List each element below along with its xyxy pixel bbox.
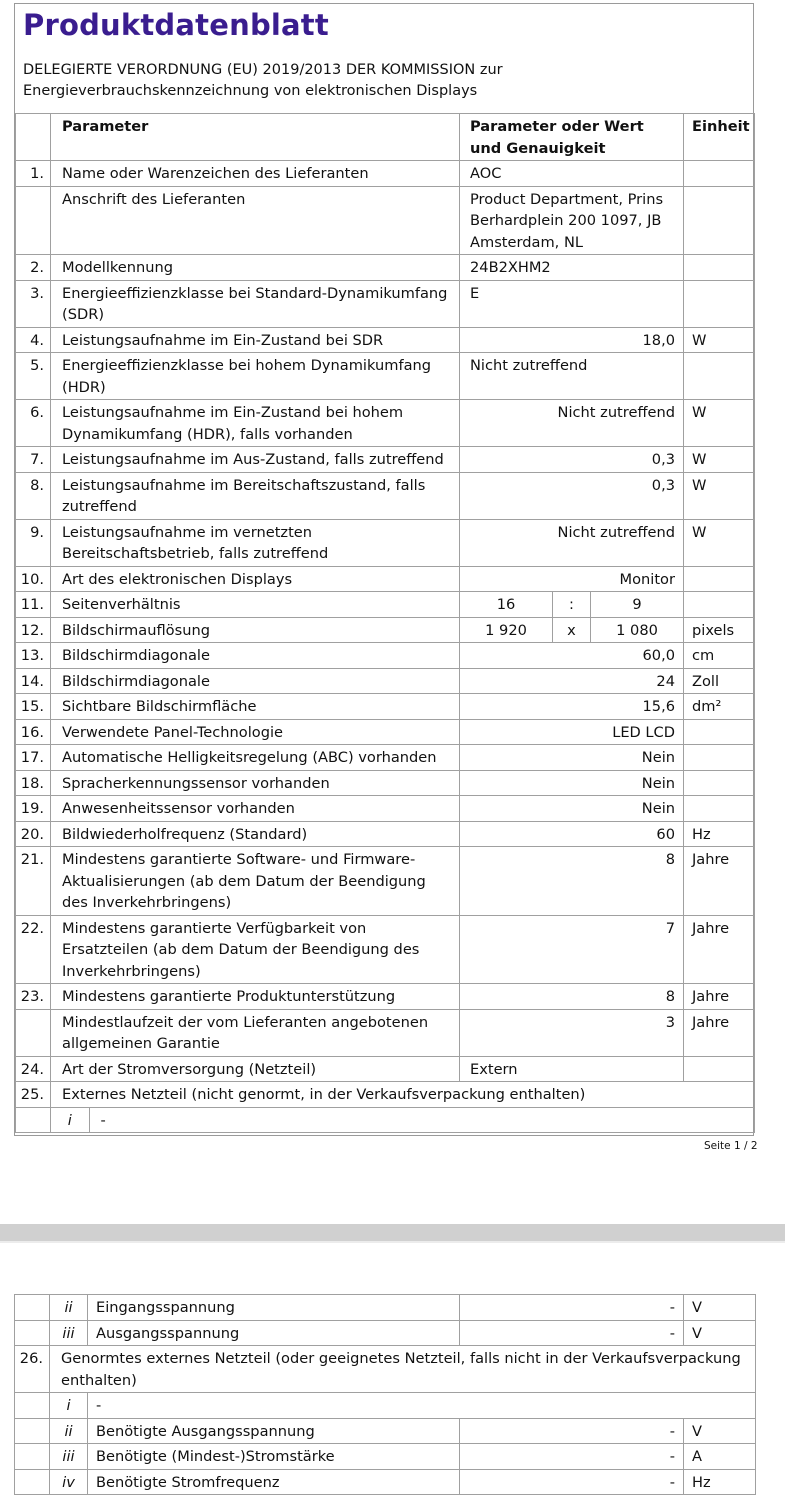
table-row: 26. Genormtes externes Netzteil (oder geeignetes Netzteil, falls nicht in der Verkaufsverpackung enthalten): [15, 1346, 756, 1393]
table-row: 24. Art der Stromversorgung (Netzteil) Extern: [16, 1056, 755, 1082]
table-row: iv Benötigte Stromfrequenz - Hz: [15, 1469, 756, 1495]
table-row: 12. Bildschirmauflösung 1 920 x 1 080 pixels: [16, 617, 755, 643]
header-parameter: Parameter: [51, 114, 460, 161]
table-row: 5. Energieeffizienzklasse bei hohem Dynamikumfang (HDR) Nicht zutreffend: [16, 353, 755, 400]
page-1: [14, 3, 754, 1136]
table-row: 25. Externes Netzteil (nicht genormt, in der Verkaufsverpackung enthalten): [16, 1082, 755, 1108]
table-row: 16. Verwendete Panel-Technologie LED LCD: [16, 719, 755, 745]
table-row: 19. Anwesenheitssensor vorhanden Nein: [16, 796, 755, 822]
table-row: 4. Leistungsaufnahme im Ein-Zustand bei SDR 18,0 W: [16, 327, 755, 353]
table-row: 15. Sichtbare Bildschirmfläche 15,6 dm²: [16, 694, 755, 720]
table-row: 22. Mindestens garantierte Verfügbarkeit von Ersatzteilen (ab dem Datum der Beendigung des Inverkehrbringens) 7 Jahre: [16, 915, 755, 984]
table-row: Anschrift des Lieferanten Product Department, Prins Berhardplein 200 1097, JB Amsterdam, NL: [16, 186, 755, 255]
product-data-table-page-2: [14, 1294, 756, 1495]
table-row: 13. Bildschirmdiagonale 60,0 cm: [16, 643, 755, 669]
table-row: 1. Name oder Warenzeichen des Lieferanten AOC: [16, 161, 755, 187]
regulation-subtitle: DELEGIERTE VERORDNUNG (EU) 2019/2013 DER KOMMISSION zur Energieverbrauchskennzeichnung von elektronischen Displays: [23, 62, 503, 99]
table-row: 17. Automatische Helligkeitsregelung (ABC) vorhanden Nein: [16, 745, 755, 771]
header-unit: Einheit: [684, 114, 755, 161]
page-separator-shadow: [0, 1241, 785, 1243]
table-row: 10. Art des elektronischen Displays Monitor: [16, 566, 755, 592]
header-row: [16, 114, 755, 161]
table-row: 9. Leistungsaufnahme im vernetzten Bereitschaftsbetrieb, falls zutreffend Nicht zutreffend W: [16, 519, 755, 566]
table-row: 11. Seitenverhältnis 16 : 9: [16, 592, 755, 618]
table-row: 3. Energieeffizienzklasse bei Standard-Dynamikumfang (SDR) E: [16, 280, 755, 327]
table-row: ii Benötigte Ausgangsspannung - V: [15, 1418, 756, 1444]
page-separator: [0, 1224, 785, 1241]
table-row: i -: [16, 1107, 755, 1133]
table-row: 8. Leistungsaufnahme im Bereitschaftszustand, falls zutreffend 0,3 W: [16, 472, 755, 519]
page-title: Produktdatenblatt: [23, 8, 329, 42]
page-footer: Seite 1 / 2: [704, 1140, 758, 1152]
table-row: 21. Mindestens garantierte Software- und Firmware-Aktualisierungen (ab dem Datum der Beendigung des Inverkehrbringens) 8 Jahre: [16, 847, 755, 916]
table-row: i -: [15, 1393, 756, 1419]
table-row: 18. Spracherkennungssensor vorhanden Nein: [16, 770, 755, 796]
table-row: ii Eingangsspannung - V: [15, 1295, 756, 1321]
header-value: Parameter oder Wert und Genauigkeit: [460, 114, 684, 161]
table-row: 6. Leistungsaufnahme im Ein-Zustand bei hohem Dynamikumfang (HDR), falls vorhanden Nicht zutreffend W: [16, 400, 755, 447]
table-row: 20. Bildwiederholfrequenz (Standard) 60 Hz: [16, 821, 755, 847]
table-row: 23. Mindestens garantierte Produktunterstützung 8 Jahre: [16, 984, 755, 1010]
table-row: Mindestlaufzeit der vom Lieferanten angebotenen allgemeinen Garantie 3 Jahre: [16, 1009, 755, 1056]
table-row: iii Ausgangsspannung - V: [15, 1320, 756, 1346]
table-row: 14. Bildschirmdiagonale 24 Zoll: [16, 668, 755, 694]
table-row: iii Benötigte (Mindest-)Stromstärke - A: [15, 1444, 756, 1470]
table-row: 7. Leistungsaufnahme im Aus-Zustand, falls zutreffend 0,3 W: [16, 447, 755, 473]
table-row: 2. Modellkennung 24B2XHM2: [16, 255, 755, 281]
product-data-table: [15, 113, 755, 1133]
